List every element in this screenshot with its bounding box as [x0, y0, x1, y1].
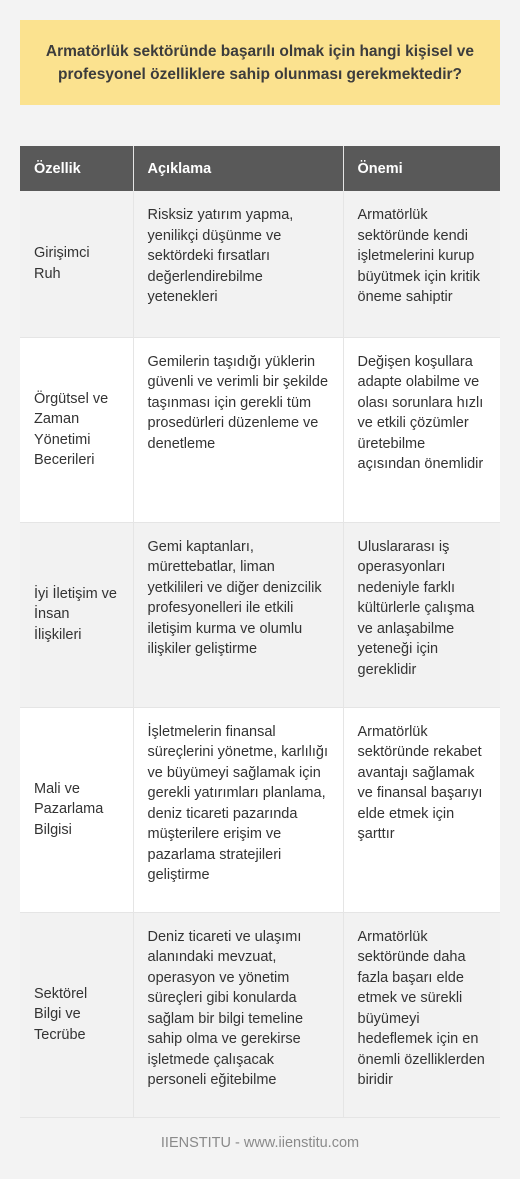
table-header-row	[20, 146, 500, 191]
cell-description: Risksiz yatırım yapma, yenilikçi düşünme ve sektördeki fırsatları değerlendirebilme yetenekleri	[133, 191, 343, 337]
cell-importance: Armatörlük sektöründe daha fazla başarı elde etmek ve sürekli büyümeyi hedeflemek için en önemli özelliklerden biridir	[343, 912, 500, 1117]
footer-source: IIENSTITU - www.iienstitu.com	[160, 1135, 360, 1151]
cell-description: Gemilerin taşıdığı yüklerin güvenli ve verimli bir şekilde taşınması için gerekli tüm prosedürleri düzenleme ve denetleme	[133, 337, 343, 522]
table-row	[20, 707, 500, 912]
cell-description: Deniz ticareti ve ulaşımı alanındaki mevzuat, operasyon ve yönetim süreçleri gibi konularda sağlam bir bilgi temeline sahip olma ve gerekirse işletmede çalışacak personeli eğitebilme	[133, 912, 343, 1117]
question-box	[20, 20, 500, 105]
cell-description: İşletmelerin finansal süreçlerini yönetme, karlılığı ve büyümeyi sağlamak için gerekli yatırımları planlama, deniz ticareti pazarında müşterilere erişim ve pazarlama stratejileri geliştirme	[133, 707, 343, 912]
table-row	[20, 522, 500, 707]
cell-importance: Armatörlük sektöründe kendi işletmelerini kurup büyütmek için kritik öneme sahiptir	[343, 191, 500, 337]
table-row	[20, 337, 500, 522]
cell-feature: Mali ve Pazarlama Bilgisi	[20, 707, 133, 912]
table-row	[20, 191, 500, 337]
cell-feature: İyi İletişim ve İnsan İlişkileri	[20, 522, 133, 707]
header-importance: Önemi	[343, 146, 500, 191]
header-feature: Özellik	[20, 146, 133, 191]
cell-importance: Değişen koşullara adapte olabilme ve olası sorunlara hızlı ve etkili çözümler üretebilme açısından önemlidir	[343, 337, 500, 522]
header-description: Açıklama	[133, 146, 343, 191]
traits-table	[20, 146, 500, 1118]
cell-importance: Uluslararası iş operasyonları nedeniyle farklı kültürlerle çalışma ve anlaşabilme yeteneği için gereklidir	[343, 522, 500, 707]
cell-importance: Armatörlük sektöründe rekabet avantajı sağlamak ve finansal başarıyı elde etmek için şarttır	[343, 707, 500, 912]
table-row	[20, 912, 500, 1117]
cell-description: Gemi kaptanları, mürettebatlar, liman yetkilileri ve diğer denizcilik profesyonelleri ile etkili iletişim kurma ve olumlu ilişkiler geliştirme	[133, 522, 343, 707]
cell-feature: Sektörel Bilgi ve Tecrübe	[20, 912, 133, 1117]
question-title: Armatörlük sektöründe başarılı olmak için hangi kişisel ve profesyonel özelliklere sahip olunması gerekmektedir?	[45, 42, 475, 83]
cell-feature: Girişimci Ruh	[20, 191, 133, 337]
cell-feature: Örgütsel ve Zaman Yönetimi Becerileri	[20, 337, 133, 522]
